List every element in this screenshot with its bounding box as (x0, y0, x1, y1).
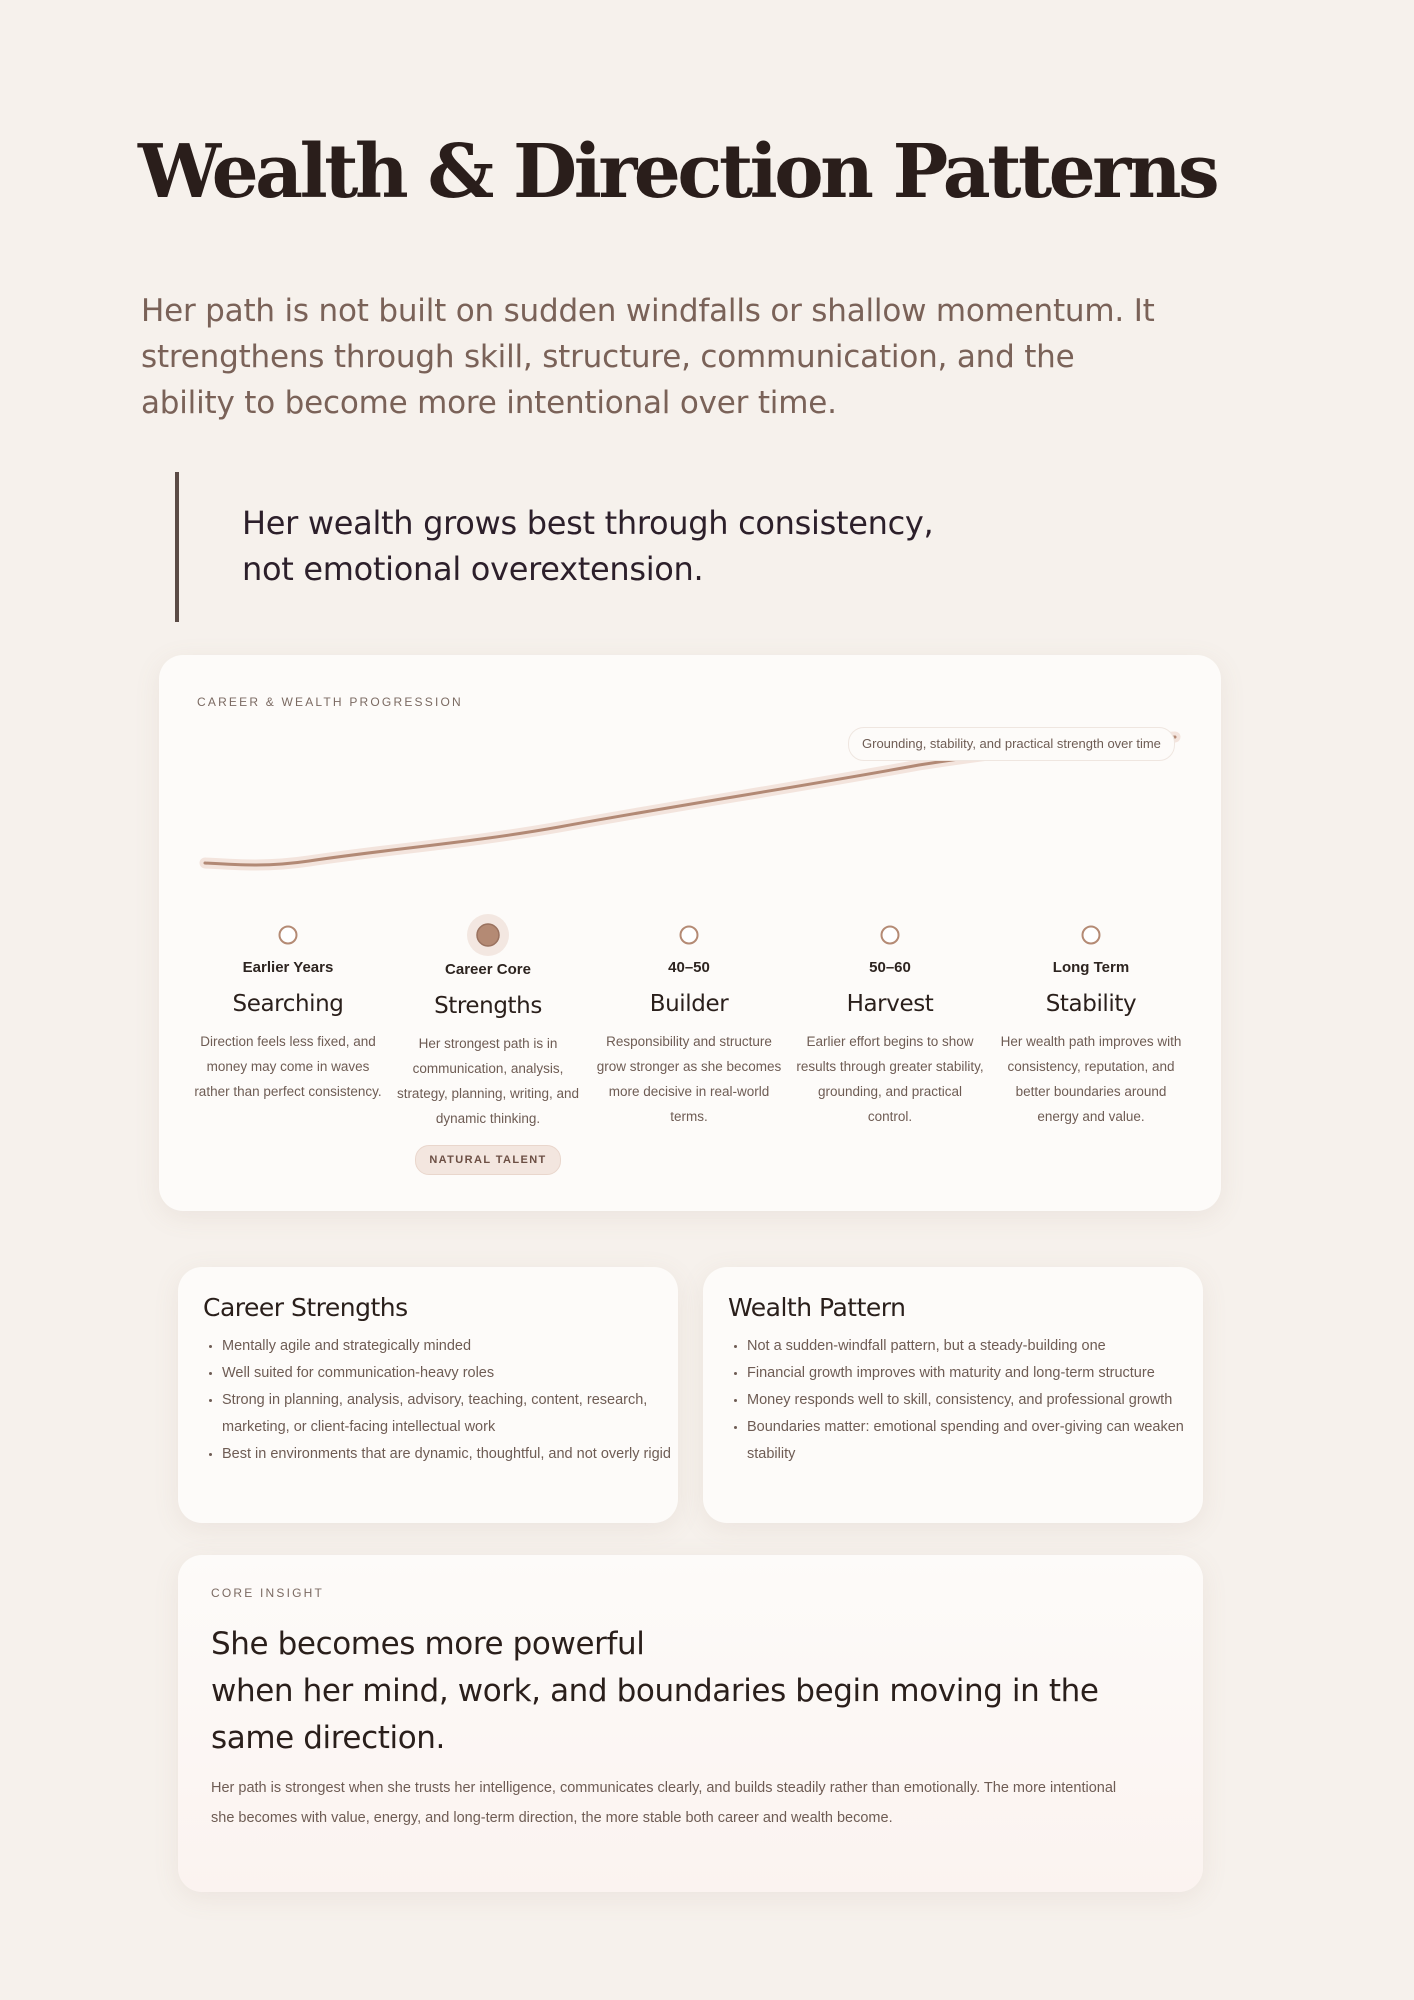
wealth-pattern-card (703, 1267, 1203, 1523)
timeline-node-4[interactable] (882, 927, 899, 944)
intro-paragraph: Her path is not built on sudden windfalls or shallow momentum. It strengthens through skill, structure, communication, and the ability to become more intentional over time. (141, 293, 1155, 421)
stage-title: Strengths (434, 993, 542, 1019)
page-title: Wealth & Direction Patterns (138, 129, 1217, 215)
list-item: • Money responds well to skill, consistency, and professional growth (747, 1387, 1207, 1414)
natural-talent-badge: NATURAL TALENT (415, 1145, 560, 1175)
stage-description: Direction feels less fixed, and money may come in waves rather than perfect consistency. (194, 1034, 382, 1099)
stage-period: 40–50 (668, 959, 710, 976)
core-insight-body: Her path is strongest when she trusts her intelligence, communicates clearly, and builds steadily rather than emotionally. The more intentional she becomes with value, energy, and long-term direction, the more stable both career and wealth become. (211, 1780, 1117, 1826)
stage-builder (594, 958, 784, 1129)
wealth-pattern-title: Wealth Pattern (728, 1293, 906, 1322)
stage-harvest (795, 958, 985, 1129)
list-item: • Best in environments that are dynamic, thoughtful, and not overly rigid (222, 1441, 682, 1468)
stage-stability (996, 958, 1186, 1129)
stage-title: Harvest (846, 991, 934, 1017)
core-insight-line-3: same direction. (211, 1720, 445, 1756)
core-insight-card (178, 1555, 1203, 1892)
quote-accent-bar (175, 472, 179, 622)
timeline-node-2[interactable] (477, 924, 499, 946)
pull-quote-line-2: not emotional overextension. (242, 550, 704, 588)
progression-eyebrow: CAREER & WEALTH PROGRESSION (197, 695, 463, 709)
stage-description: Responsibility and structure grow stronger as she becomes more decisive in real-world terms. (596, 1034, 782, 1124)
stage-title: Builder (649, 991, 729, 1017)
core-insight-line-1: She becomes more powerful (211, 1626, 645, 1662)
list-item: • Not a sudden-windfall pattern, but a steady-building one (747, 1333, 1207, 1360)
career-strengths-title: Career Strengths (203, 1293, 408, 1322)
stage-period: Long Term (1052, 959, 1130, 976)
list-item: • Strong in planning, analysis, advisory, teaching, content, research, marketing, or client-facing intellectual work (222, 1387, 682, 1441)
stage-description: Her strongest path is in communication, analysis, strategy, planning, writing, and dynamic thinking. (396, 1036, 580, 1126)
wealth-pattern-list (728, 1333, 1207, 1468)
stage-strengths (393, 960, 583, 1175)
timeline-node-1[interactable] (280, 927, 297, 944)
career-strengths-card (178, 1267, 678, 1523)
pull-quote-line-1: Her wealth grows best through consistency, (242, 504, 934, 542)
core-insight-eyebrow: CORE INSIGHT (211, 1586, 325, 1600)
list-item: • Mentally agile and strategically minded (222, 1333, 682, 1360)
progression-card (159, 655, 1221, 1211)
list-item: • Well suited for communication-heavy roles (222, 1360, 682, 1387)
pull-quote (242, 500, 1002, 592)
core-insight-line-2: when her mind, work, and boundaries begin moving in the (211, 1673, 1099, 1709)
stage-period: Earlier Years (242, 959, 334, 976)
timeline-node-3[interactable] (681, 927, 698, 944)
career-strengths-list (203, 1333, 682, 1468)
timeline-node-5[interactable] (1083, 927, 1100, 944)
stage-searching (193, 958, 383, 1104)
curve-note: Grounding, stability, and practical strength over time (848, 727, 1175, 761)
stage-period: Career Core (445, 961, 531, 978)
stage-description: Earlier effort begins to show results through greater stability, grounding, and practical control. (796, 1034, 984, 1124)
list-item: • Financial growth improves with maturity and long-term structure (747, 1360, 1207, 1387)
stage-description: Her wealth path improves with consistency, reputation, and better boundaries around energy and value. (1000, 1034, 1182, 1124)
core-insight-heading (211, 1621, 1171, 1762)
stage-period: 50–60 (869, 959, 911, 976)
stage-title: Stability (1045, 991, 1137, 1017)
stage-title: Searching (232, 991, 344, 1017)
list-item: • Boundaries matter: emotional spending and over-giving can weaken stability (747, 1414, 1207, 1468)
